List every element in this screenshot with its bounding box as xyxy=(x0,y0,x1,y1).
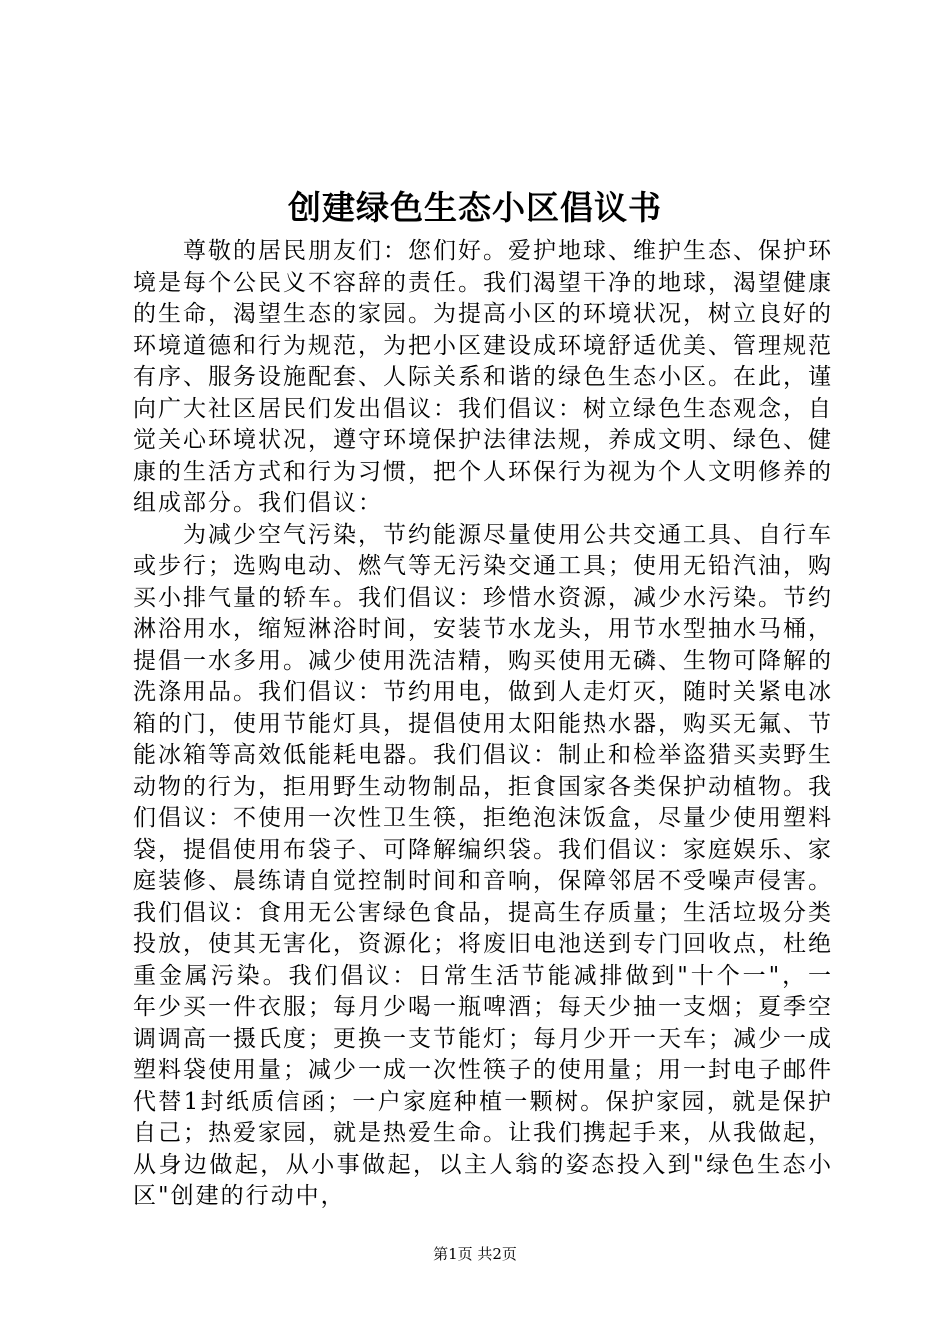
document-body xyxy=(133,236,833,1213)
document-title: 创建绿色生态小区倡议书 xyxy=(288,188,662,227)
paragraph-proposals: 为减少空气污染，节约能源尽量使用公共交通工具、自行车或步行；选购电动、燃气等无污染交通工具；使用无铅汽油，购买小排气量的轿车。我们倡议：珍惜水资源，减少水污染。节约淋浴用水，缩短淋浴时间，安装节水龙头，用节水型抽水马桶，提倡一水多用。减少使用洗洁精，购买使用无磷、生物可降解的洗涤用品。我们倡议：节约用电，做到人走灯灭，随时关紧电冰箱的门，使用节能灯具，提倡使用太阳能热水器，购买无氟、节能冰箱等高效低能耗电器。我们倡议：制止和检举盗猎买卖野生动物的行为，拒用野生动物制品，拒食国家各类保护动植物。我们倡议：不使用一次性卫生筷，拒绝泡沫饭盒，尽量少使用塑料袋，提倡使用布袋子、可降解编织袋。我们倡议：家庭娱乐、家庭装修、晨练请自觉控制时间和音响，保障邻居不受噪声侵害。我们倡议：食用无公害绿色食品，提高生存质量；生活垃圾分类投放，使其无害化，资源化；将废旧电池送到专门回收点，杜绝重金属污染。我们倡议：日常生活节能减排做到"十个一"，一年少买一件衣服；每月少喝一瓶啤酒；每天少抽一支烟；夏季空调调高一摄氏度；更换一支节能灯；每月少开一天车；减少一成塑料袋使用量；减少一成一次性筷子的使用量；用一封电子邮件代替1封纸质信函；一户家庭种植一颗树。保护家园，就是保护自己；热爱家园，就是热爱生命。让我们携起手来，从我做起，从身边做起，从小事做起，以主人翁的姿态投入到"绿色生态小区"创建的行动中， xyxy=(133,521,833,1209)
paragraph-greeting: 尊敬的居民朋友们：您们好。爱护地球、维护生态、保护环境是每个公民义不容辞的责任。我们渴望干净的地球，渴望健康的生命，渴望生态的家园。为提高小区的环境状况，树立良好的环境道德和行为规范，为把小区建设成环境舒适优美、管理规范有序、服务设施配套、人际关系和谐的绿色生态小区。在此，谨向广大社区居民们发出倡议：我们倡议：树立绿色生态观念，自觉关心环境状况，遵守环境保护法律法规，养成文明、绿色、健康的生活方式和行为习惯，把个人环保行为视为个人文明修养的组成部分。我们倡议： xyxy=(133,238,833,516)
page-footer: 第1页 共2页 xyxy=(433,1245,517,1263)
